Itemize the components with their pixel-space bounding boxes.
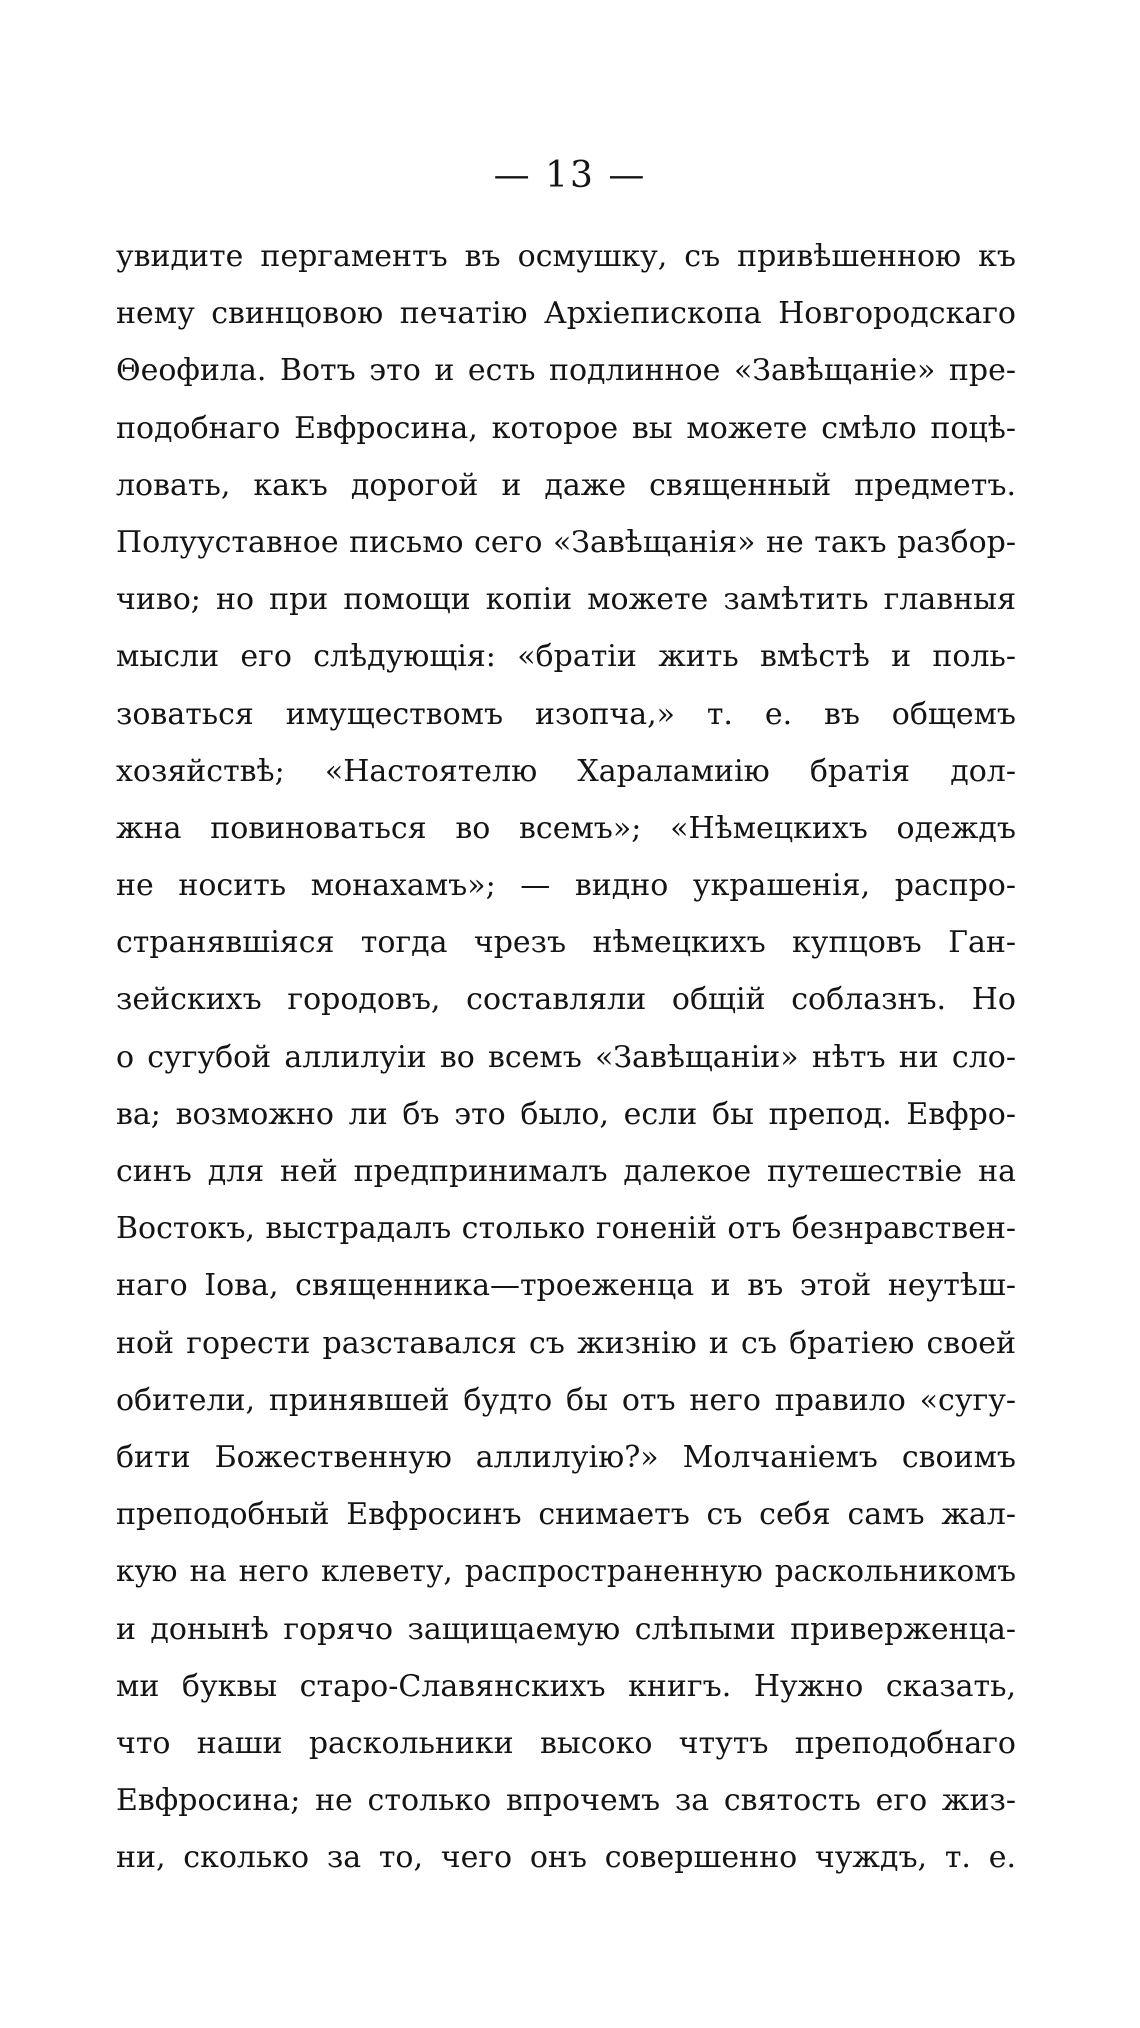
text-line: что наши раскольники высоко чтутъ преподобнаго (116, 1725, 1016, 1761)
body-text (116, 228, 1016, 1886)
text-line: мысли его слѣдующія: «братіи жить вмѣстѣ и поль- (116, 639, 1016, 675)
text-line: ни, сколько за то, чего онъ совершенно чуждъ, т. е. (116, 1840, 1016, 1876)
text-line: обители, принявшей будто бы отъ него правило «сугу- (116, 1382, 1016, 1418)
text-line: наго Іова, священника—троеженца и въ этой неутѣш- (116, 1268, 1016, 1304)
text-line: Востокъ, выстрадалъ столько гоненій отъ безнравствен- (116, 1211, 1016, 1247)
text-line: ми буквы старо-Славянскихъ книгъ. Нужно сказать, (116, 1668, 1016, 1704)
text-line: кую на него клевету, распространенную раскольникомъ (116, 1554, 1016, 1589)
text-line: ной горести разставался съ жизнію и съ братіею своей (116, 1325, 1016, 1361)
text-line: Θеофила. Вотъ это и есть подлинное «Завѣщаніе» пре- (116, 353, 1016, 389)
text-line: странявшіяся тогда чрезъ нѣмецкихъ купцовъ Ган- (116, 925, 1016, 961)
text-line: о сугубой аллилуіи во всемъ «Завѣщаніи» нѣтъ ни сло- (116, 1039, 1016, 1075)
text-line: синъ для ней предпринималъ далекое путешествіе на (116, 1154, 1016, 1189)
text-line: жна повиноваться во всемъ»; «Нѣмецкихъ одеждъ (116, 810, 1016, 846)
text-line: преподобный Евфросинъ снимаетъ съ себя самъ жал- (116, 1497, 1016, 1533)
text-line: Полууставное письмо сего «Завѣщанія» не такъ разбор- (116, 524, 1016, 560)
text-line: подобнаго Евфросина, которое вы можете смѣло поцѣ- (116, 410, 1016, 446)
text-line: ва; возможно ли бъ это было, если бы препод. Евфро- (116, 1096, 1016, 1132)
text-line: зоваться имуществомъ изопча,» т. е. въ общемъ (116, 696, 1016, 732)
page-number: — 13 — (493, 155, 647, 196)
text-line: зейскихъ городовъ, составляли общій соблазнъ. Но (116, 982, 1016, 1018)
text-line: бити Божественную аллилуію?» Молчаніемъ своимъ (116, 1439, 1016, 1475)
text-line: увидите пергаментъ въ осмушку, съ привѣшенною къ (116, 239, 1016, 274)
text-line: не носить монахамъ»; — видно украшенія, распро- (116, 868, 1016, 904)
text-line: Евфросина; не столько впрочемъ за святость его жиз- (116, 1783, 1016, 1819)
text-line: нему свинцовою печатію Архіепископа Новгородскаго (116, 296, 1016, 332)
text-line: хозяйствѣ; «Настоятелю Хараламиію братія дол- (116, 753, 1016, 789)
text-line: чиво; но при помощи копіи можете замѣтить главныя (116, 582, 1016, 618)
text-line: ловать, какъ дорогой и даже священный предметъ. (116, 467, 1016, 503)
text-line: и донынѣ горячо защищаемую слѣпыми приверженца- (116, 1611, 1016, 1647)
